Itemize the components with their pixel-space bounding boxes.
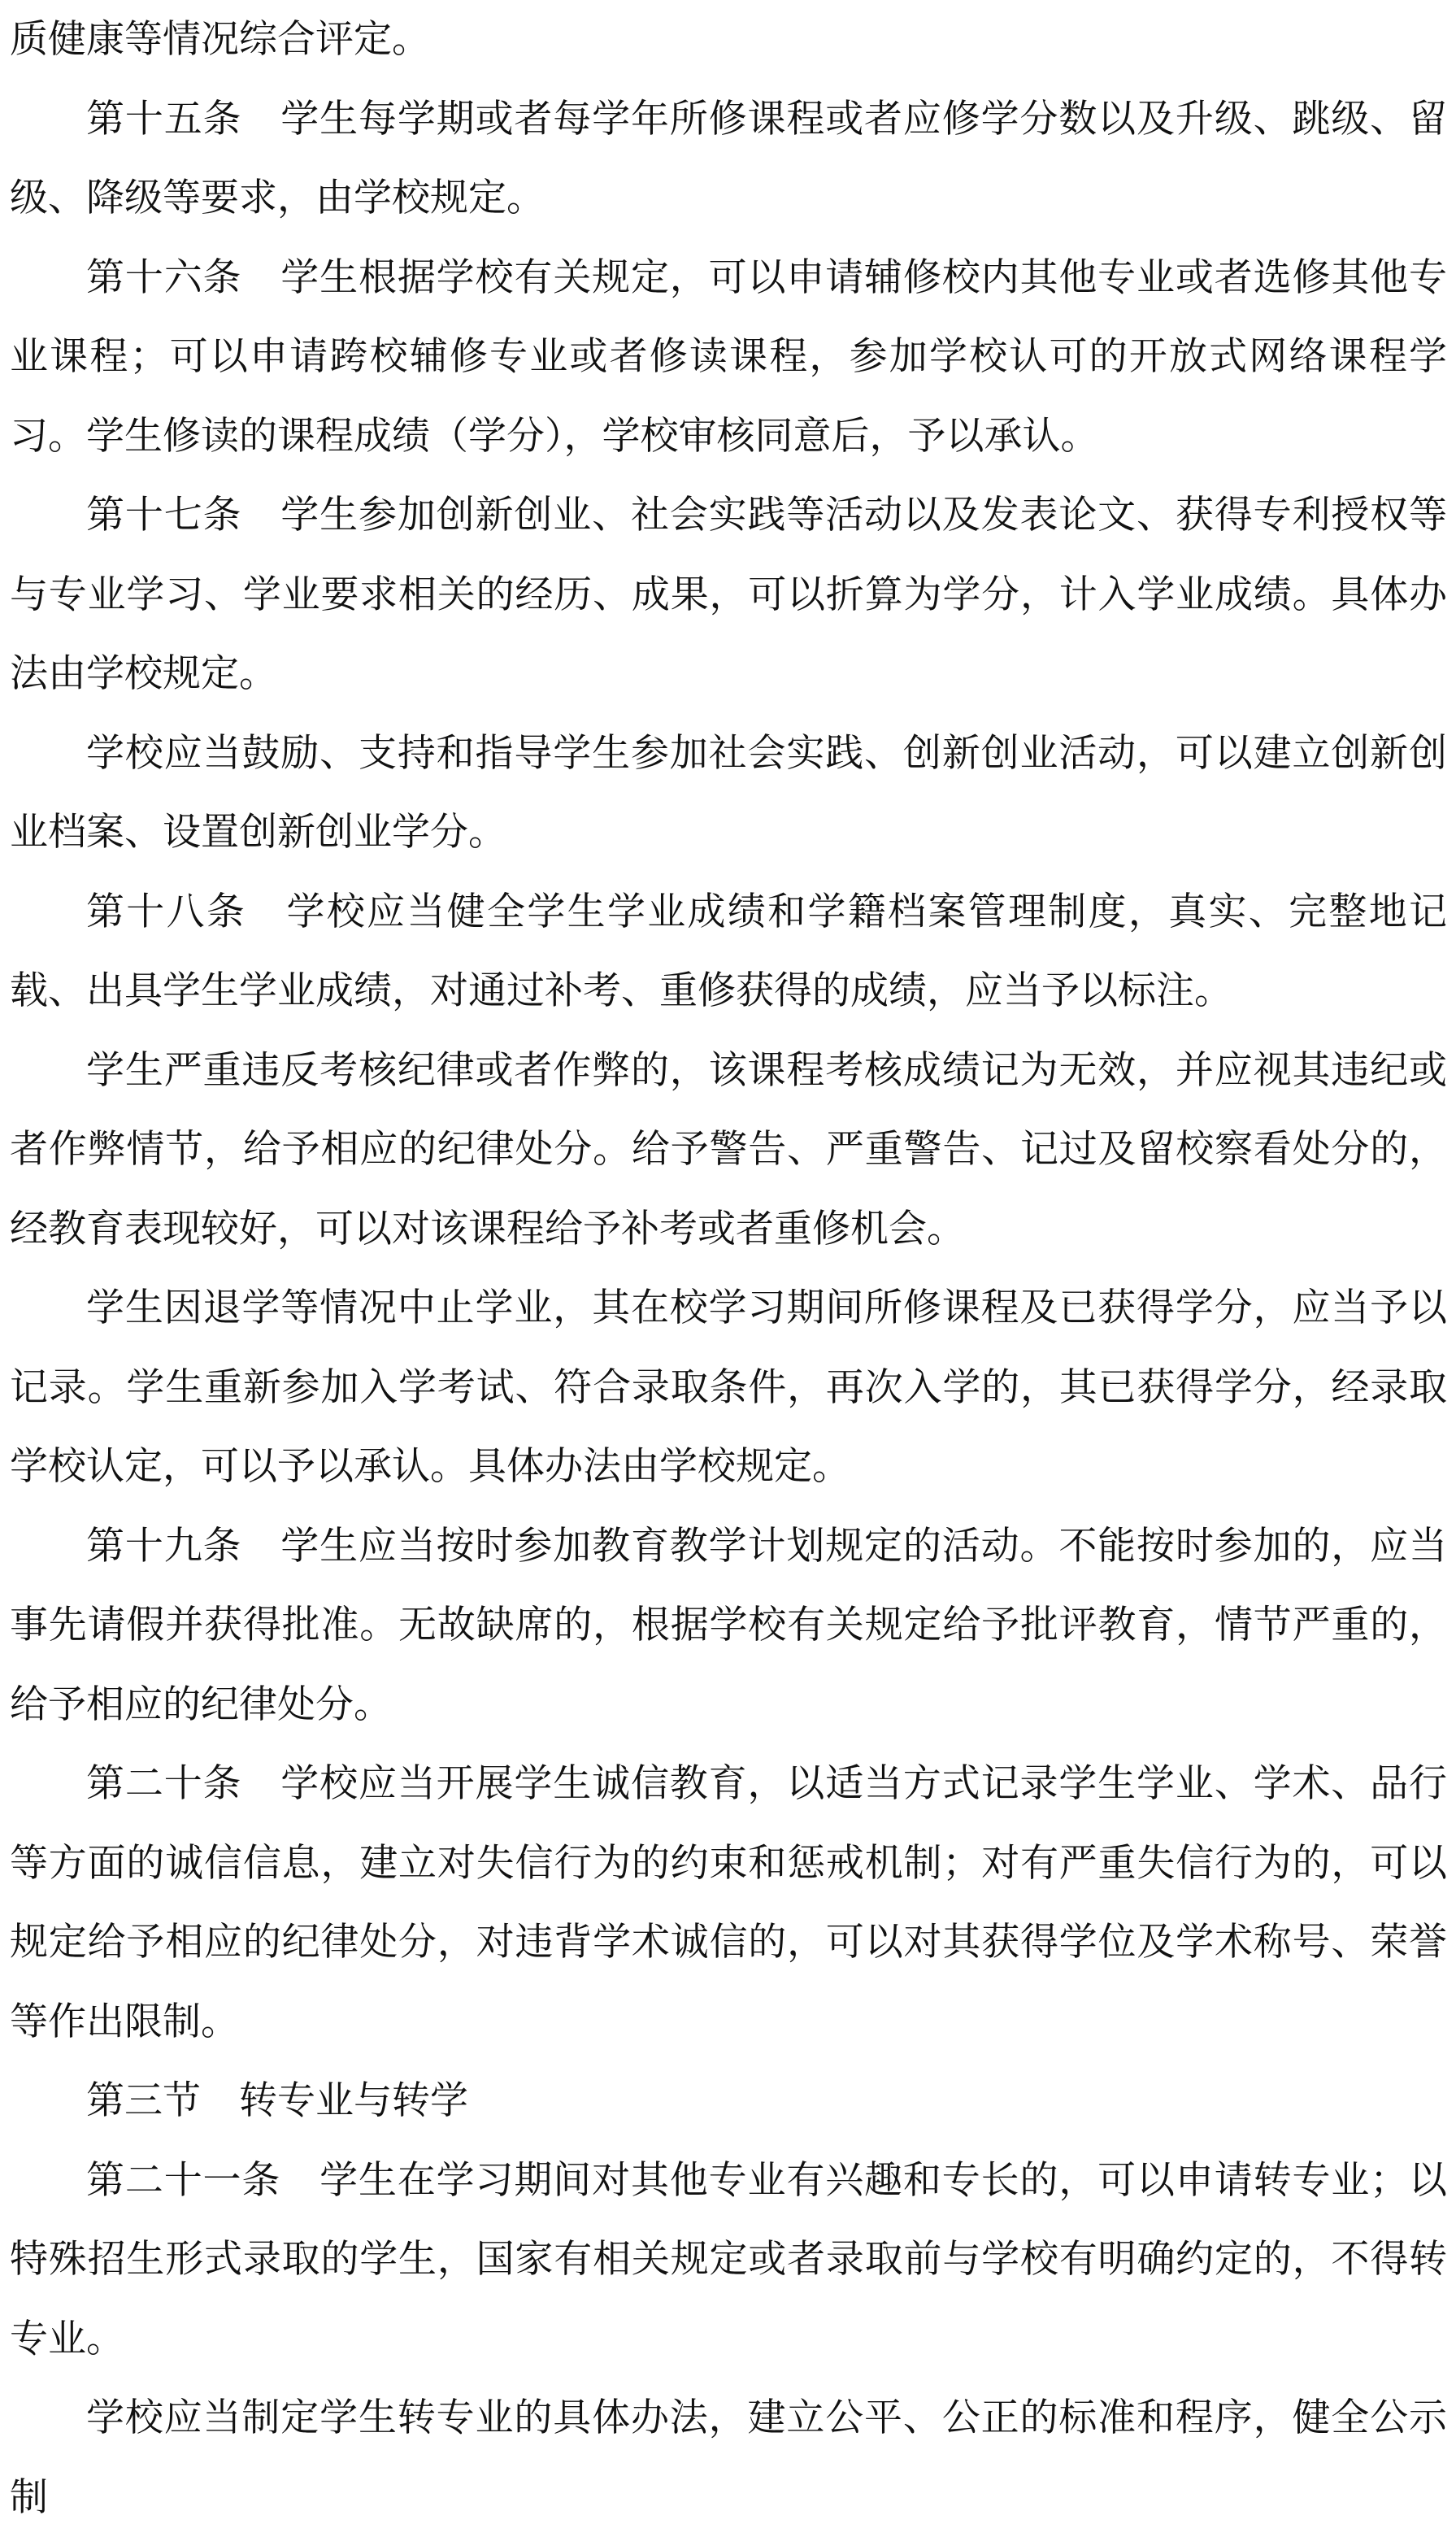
section-heading-3: 第三节 转专业与转学	[86, 2078, 468, 2123]
paragraph-article-17-innovation: 学校应当鼓励、支持和指导学生参加社会实践、创新创业活动，可以建立创新创业档案、设置创新创业学分。	[10, 730, 1447, 855]
paragraph-article-16: 第十六条 学生根据学校有关规定，可以申请辅修校内其他专业或者选修其他专业课程；可以申请跨校辅修专业或者修读课程，参加学校认可的开放式网络课程学习。学生修读的课程成绩（学分），学校审核同意后，予以承认。	[10, 255, 1447, 459]
paragraph-continuation: 质健康等情况综合评定。	[10, 17, 430, 62]
document-body	[10, 0, 1447, 2537]
paragraph-article-18-cheating: 学生严重违反考核纪律或者作弊的，该课程考核成绩记为无效，并应视其违纪或者作弊情节，给予相应的纪律处分。给予警告、严重警告、记过及留校察看处分的，经教育表现较好，可以对该课程给予补考或者重修机会。	[10, 1047, 1447, 1251]
paragraph-article-21-procedure: 学校应当制定学生转专业的具体办法，建立公平、公正的标准和程序，健全公示制	[10, 2396, 1447, 2520]
paragraph-article-18: 第十八条 学校应当健全学生学业成绩和学籍档案管理制度，真实、完整地记载、出具学生学业成绩，对通过补考、重修获得的成绩，应当予以标注。	[10, 889, 1447, 1013]
paragraph-article-17: 第十七条 学生参加创新创业、社会实践等活动以及发表论文、获得专利授权等与专业学习、学业要求相关的经历、成果，可以折算为学分，计入学业成绩。具体办法由学校规定。	[10, 493, 1447, 696]
paragraph-article-19: 第十九条 学生应当按时参加教育教学计划规定的活动。不能按时参加的，应当事先请假并获得批准。无故缺席的，根据学校有关规定给予批评教育，情节严重的，给予相应的纪律处分。	[10, 1523, 1447, 1727]
paragraph-article-18-withdrawal: 学生因退学等情况中止学业，其在校学习期间所修课程及已获得学分，应当予以记录。学生重新参加入学考试、符合录取条件，再次入学的，其已获得学分，经录取学校认定，可以予以承认。具体办法由学校规定。	[10, 1286, 1447, 1489]
paragraph-article-15: 第十五条 学生每学期或者每学年所修课程或者应修学分数以及升级、跳级、留级、降级等要求，由学校规定。	[10, 96, 1447, 220]
paragraph-article-21: 第二十一条 学生在学习期间对其他专业有兴趣和专长的，可以申请转专业；以特殊招生形式录取的学生，国家有相关规定或者录取前与学校有明确约定的，不得转专业。	[10, 2157, 1447, 2361]
paragraph-article-20: 第二十条 学校应当开展学生诚信教育，以适当方式记录学生学业、学术、品行等方面的诚信信息，建立对失信行为的约束和惩戒机制；对有严重失信行为的，可以规定给予相应的纪律处分，对违背学术诚信的，可以对其获得学位及学术称号、荣誉等作出限制。	[10, 1761, 1447, 2044]
